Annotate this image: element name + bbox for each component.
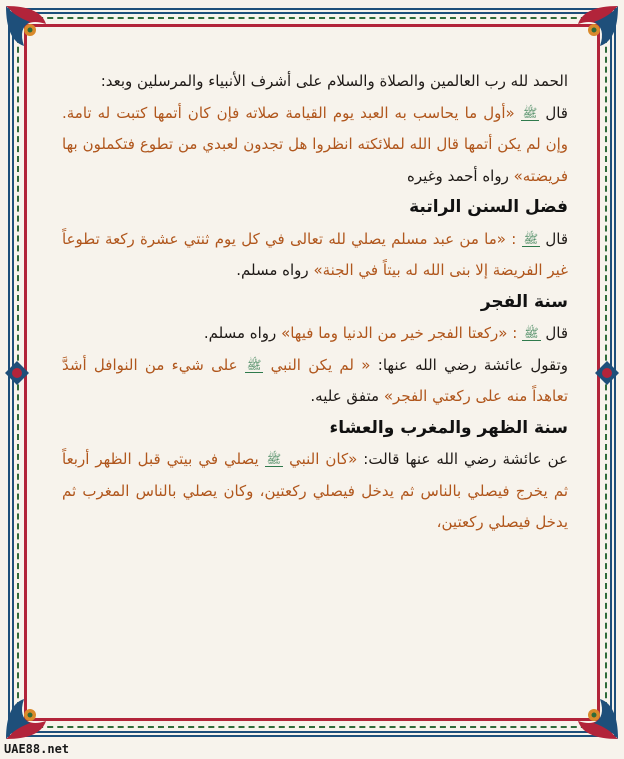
hadith-intro: قال	[545, 324, 568, 342]
corner-ornament-icon	[554, 675, 624, 745]
hadith-source: رواه أحمد وغيره	[407, 166, 509, 185]
hadith-text-2: يصلي في بيتي قبل الظهر أربعاً ثم يخرج فيصلي بالناس ثم يدخل فيصلي ركعتين، وكان يصلي بالناس المغرب ثم يدخل فيصلي ركعتين،	[62, 450, 568, 531]
aisha-source: متفق عليه.	[310, 387, 380, 405]
intro-line-1: الحمد لله رب العالمين والصلاة والسلام على أشرف الأنبياء	[208, 72, 568, 90]
aisha-text-2: على شيء من النوافل أشدَّ تعاهداً منه على ركعتي الفجر»	[62, 355, 568, 405]
hadith-text: «أول ما يحاسب به العبد يوم القيامة صلاته فإن كان أتمها كتبت له تامة. وإن لم يكن أتمها قال الله لملائكته انظروا هل تجدون لعبدي من تطوع فتكملون بها فريضته»	[62, 103, 568, 185]
aisha-text-1: « لم يكن النبي	[270, 355, 371, 374]
hadith-intro: قال	[545, 103, 568, 122]
section-heading-fajr: سنة الفجر	[480, 291, 568, 312]
hadith-paragraph-1	[62, 98, 568, 193]
hadith-paragraph-4	[62, 444, 568, 539]
aisha-paragraph	[62, 350, 568, 413]
hadith-text-1: «كان النبي	[289, 450, 358, 468]
side-ornament-icon	[4, 360, 30, 386]
hadith-intro: قال	[545, 229, 568, 248]
salutation-icon: ﷺ	[522, 105, 538, 120]
salutation-icon: ﷺ	[524, 326, 539, 340]
watermark: UAE88.net	[4, 742, 70, 756]
section-heading-rawatib: فضل السنن الراتبة	[409, 197, 568, 217]
hadith-paragraph-2	[62, 224, 568, 287]
salutation-icon: ﷺ	[266, 452, 282, 466]
corner-ornament-icon	[0, 675, 70, 745]
side-ornament-icon	[594, 360, 620, 386]
intro-line-2: والمرسلين وبعد:	[100, 72, 204, 90]
salutation-icon: ﷺ	[246, 357, 262, 372]
aisha-intro: وتقول عائشة رضي الله عنها:	[377, 355, 568, 374]
corner-ornament-icon	[0, 0, 70, 70]
intro-paragraph	[62, 66, 568, 98]
section-heading-dhuhr-maghrib-isha: سنة الظهر والمغرب والعشاء	[329, 417, 568, 438]
hadith-paragraph-3	[62, 318, 568, 350]
hadith-source: رواه مسلم.	[236, 261, 309, 279]
document-body	[62, 66, 568, 539]
salutation-icon: ﷺ	[523, 231, 539, 246]
corner-ornament-icon	[554, 0, 624, 70]
hadith-source: رواه مسلم.	[203, 324, 277, 342]
hadith-text: : «ما من عبد مسلم يصلي لله تعالى في كل يوم ثنتي عشرة ركعة تطوعاً غير الفريضة إلا بنى الله له بيتاً في الجنة»	[62, 229, 568, 279]
hadith-intro: عن عائشة رضي الله عنها قالت:	[363, 450, 568, 468]
hadith-text: : «ركعتا الفجر خير من الدنيا وما فيها»	[281, 324, 518, 342]
